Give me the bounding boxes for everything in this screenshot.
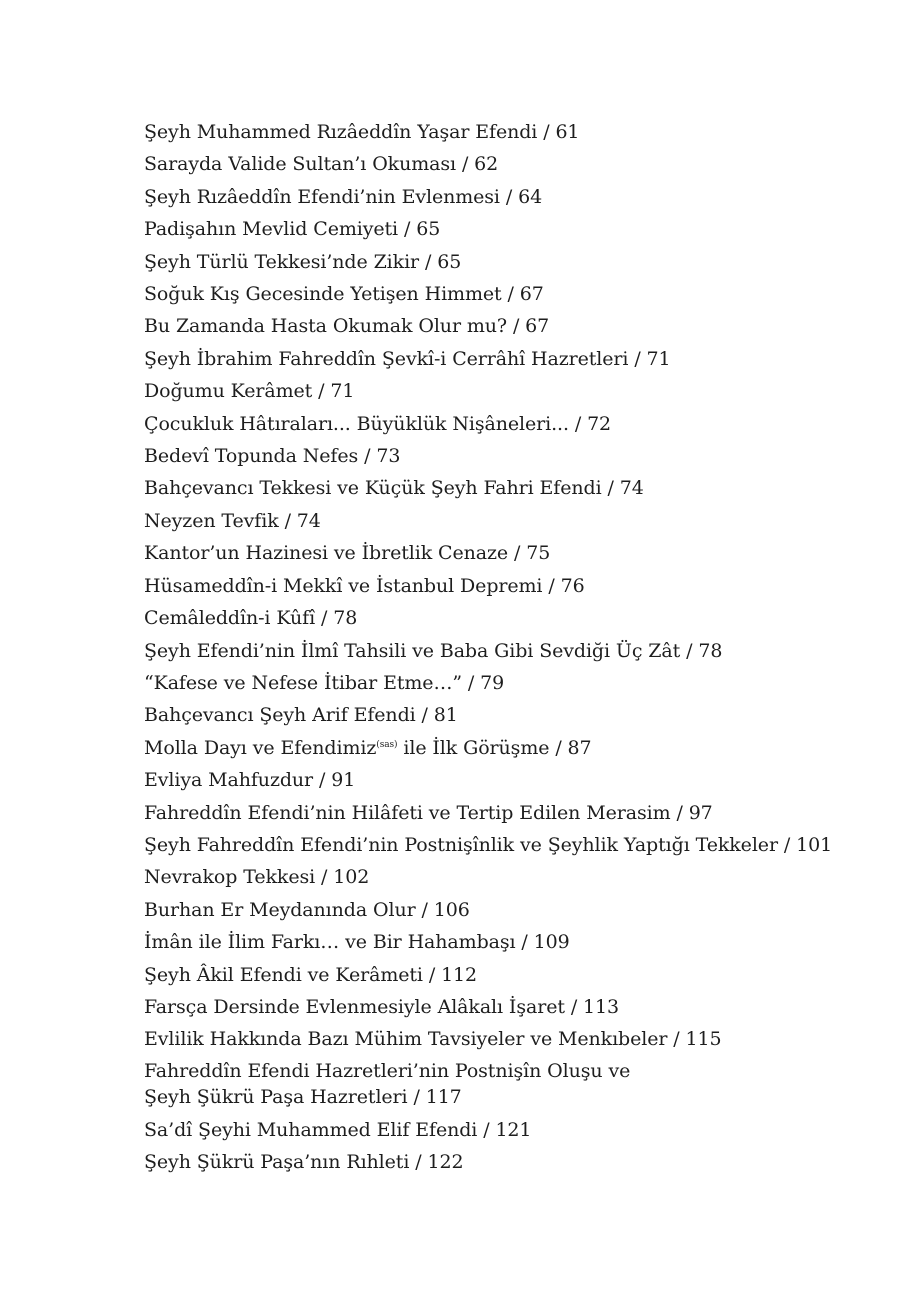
toc-entry-multiline [144, 1056, 864, 1114]
toc-entry: Şeyh Âkil Efendi ve Kerâmeti / 112 [144, 963, 478, 986]
toc-entry: Sarayda Valide Sultan’ı Okuması / 62 [144, 153, 499, 176]
toc-entry: Evlilik Hakkında Bazı Mühim Tavsiyeler ve Menkıbeler / 115 [144, 1028, 722, 1051]
toc-entry: Evliya Mahfuzdur / 91 [144, 769, 356, 792]
toc-entry: Çocukluk Hâtıraları... Büyüklük Nişâneleri... / 72 [144, 412, 612, 435]
toc-entry: Şeyh İbrahim Fahreddîn Şevkî-i Cerrâhî Hazretleri / 71 [144, 347, 671, 370]
toc-entry [144, 732, 864, 764]
toc-entry: Nevrakop Tekkesi / 102 [144, 866, 370, 889]
toc-entry-superscript: (sas) [376, 739, 398, 750]
toc-entry: Fahreddîn Efendi’nin Hilâfeti ve Tertip Edilen Merasim / 97 [144, 801, 713, 824]
toc-entry: Bedevî Topunda Nefes / 73 [144, 445, 401, 468]
toc-entry: “Kafese ve Nefese İtibar Etme…” / 79 [144, 671, 505, 694]
toc-entry: Doğumu Kerâmet / 71 [144, 380, 355, 403]
toc-entry: Şeyh Türlü Tekkesi’nde Zikir / 65 [144, 250, 462, 273]
toc-entry: Cemâleddîn-i Kûfî / 78 [144, 607, 358, 630]
toc-entry: Padişahın Mevlid Cemiyeti / 65 [144, 218, 441, 241]
toc-entry: Bahçevancı Şeyh Arif Efendi / 81 [144, 704, 458, 727]
toc-entry: Bahçevancı Tekkesi ve Küçük Şeyh Fahri Efendi / 74 [144, 477, 644, 500]
toc-entry: Neyzen Tevfik / 74 [144, 509, 321, 532]
toc-entry: Hüsameddîn-i Mekkî ve İstanbul Depremi / 76 [144, 574, 585, 597]
toc-entry: Soğuk Kış Gecesinde Yetişen Himmet / 67 [144, 283, 544, 306]
toc-entry-text: ile İlk Görüşme / 87 [397, 736, 592, 759]
toc-entry: Şeyh Şükrü Paşa’nın Rıhleti / 122 [144, 1151, 464, 1174]
toc-entry-text: Molla Dayı ve Efendimiz [144, 736, 377, 759]
toc-entry: Sa’dî Şeyhi Muhammed Elif Efendi / 121 [144, 1118, 532, 1141]
toc-entry: Kantor’un Hazinesi ve İbretlik Cenaze / 75 [144, 542, 551, 565]
toc-entry: Burhan Er Meydanında Olur / 106 [144, 898, 470, 921]
toc-entry: Şeyh Rızâeddîn Efendi’nin Evlenmesi / 64 [144, 185, 543, 208]
toc-entry: Bu Zamanda Hasta Okumak Olur mu? / 67 [144, 315, 550, 338]
toc-entry: Farsça Dersinde Evlenmesiyle Alâkalı İşaret / 113 [144, 995, 620, 1018]
toc-entry-line: Şeyh Şükrü Paşa Hazretleri / 117 [144, 1085, 462, 1108]
toc-entry: Şeyh Efendi’nin İlmî Tahsili ve Baba Gibi Sevdiği Üç Zât / 78 [144, 639, 723, 662]
table-of-contents [144, 116, 864, 1179]
toc-entry: Şeyh Muhammed Rızâeddîn Yaşar Efendi / 61 [144, 121, 580, 143]
toc-entry: İmân ile İlim Farkı… ve Bir Hahambaşı / 109 [144, 931, 570, 954]
toc-entry-line: Fahreddîn Efendi Hazretleri’nin Postnişîn Oluşu ve [144, 1059, 631, 1082]
toc-entry: Şeyh Fahreddîn Efendi’nin Postnişînlik ve Şeyhlik Yaptığı Tekkeler / 101 [144, 833, 833, 856]
